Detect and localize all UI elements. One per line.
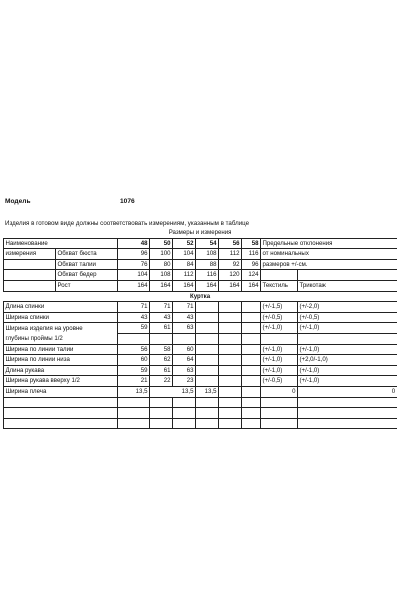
measurements-table xyxy=(3,228,397,429)
garment-row-label: Ширина спинки xyxy=(4,312,118,323)
textile-label: Текстиль xyxy=(261,280,298,291)
body-row-label: Обхват бюста xyxy=(56,249,118,260)
knit-label: Трикотаж xyxy=(298,280,397,291)
body-row-label: Обхват бедер xyxy=(56,270,118,281)
garment-row-label: Ширина рукава вверху 1/2 xyxy=(4,376,118,387)
size-54: 54 xyxy=(196,238,219,249)
model-label: Модель xyxy=(5,198,31,205)
garment-row: Ширина плеча 13,5 13,5 13,5 0 0 xyxy=(5,388,396,395)
table-caption: Размеры и измерения xyxy=(4,228,397,238)
garment-row-label: Длина рукава xyxy=(4,365,118,376)
naming-label-1: Наименование xyxy=(4,238,56,249)
size-header-row xyxy=(4,238,397,249)
body-row: Обхват талии 76 80 84 88 92 96 размеров +/-см. xyxy=(4,259,397,270)
body-row: Обхват бедер 104 108 112 116 120 124 xyxy=(4,270,397,281)
body-row-label: Обхват талии xyxy=(56,259,118,270)
blank-row xyxy=(4,408,397,419)
garment-row-label: Ширина изделия на уровне xyxy=(4,323,118,334)
garment-row: Ширина по линии низа 60 62 64 (+/-1,0) (+2,0/-1,0) xyxy=(4,355,397,366)
deviations-label-2: от номинальных xyxy=(261,249,397,260)
size-48: 48 xyxy=(118,238,150,249)
garment-row-label: Ширина по линии низа xyxy=(4,355,118,366)
naming-label-2: измерения xyxy=(4,249,56,260)
garment-row-label: глубины проймы 1/2 xyxy=(4,333,118,344)
size-56: 56 xyxy=(219,238,242,249)
garment-row: Ширина изделия на уровне 59 61 63 (+/-1,0) (+/-1,0) xyxy=(4,323,397,334)
garment-row: Длина рукава 59 61 63 (+/-1,0) (+/-1,0) xyxy=(4,365,397,376)
garment-row-label: Ширина плеча xyxy=(4,386,118,397)
section-row xyxy=(4,291,397,302)
blank-row xyxy=(4,418,397,429)
section-title: Куртка xyxy=(4,291,397,302)
garment-row xyxy=(4,333,397,344)
deviations-label-1: Предельные отклонения xyxy=(261,238,397,249)
model-number: 1076 xyxy=(120,198,135,205)
deviations-label-3: размеров +/-см. xyxy=(261,259,397,270)
body-row: Рост 164 164 164 164 164 164 Текстиль Трикотаж xyxy=(4,280,397,291)
blank-row xyxy=(4,397,397,408)
caption-row xyxy=(4,228,397,238)
garment-row: Ширина рукава вверху 1/2 21 22 23 (+/-0,5) (+/-1,0) xyxy=(4,376,397,387)
garment-row-label: Ширина по линии талии xyxy=(4,344,118,355)
model-line xyxy=(5,198,135,205)
intro-text: Изделия в готовом виде должны соответствовать измерениям, указанным в таблице xyxy=(5,220,250,227)
size-52: 52 xyxy=(173,238,196,249)
garment-row: Ширина спинки 43 43 43 (+/-0,5) (+/-0,5) xyxy=(4,312,397,323)
garment-row: Длина спинки 71 71 71 (+/-1,5) (+/-2,0) xyxy=(4,302,397,313)
body-row: измерения Обхват бюста 96 100 104 108 112 116 от номинальных xyxy=(4,249,397,260)
size-58: 58 xyxy=(242,238,261,249)
size-50: 50 xyxy=(150,238,173,249)
garment-row: Ширина по линии талии 56 58 60 (+/-1,0) (+/-1,0) xyxy=(4,344,397,355)
body-row-label: Рост xyxy=(56,280,118,291)
garment-row-label: Длина спинки xyxy=(4,302,118,313)
measurements-table-wrap xyxy=(3,228,396,429)
